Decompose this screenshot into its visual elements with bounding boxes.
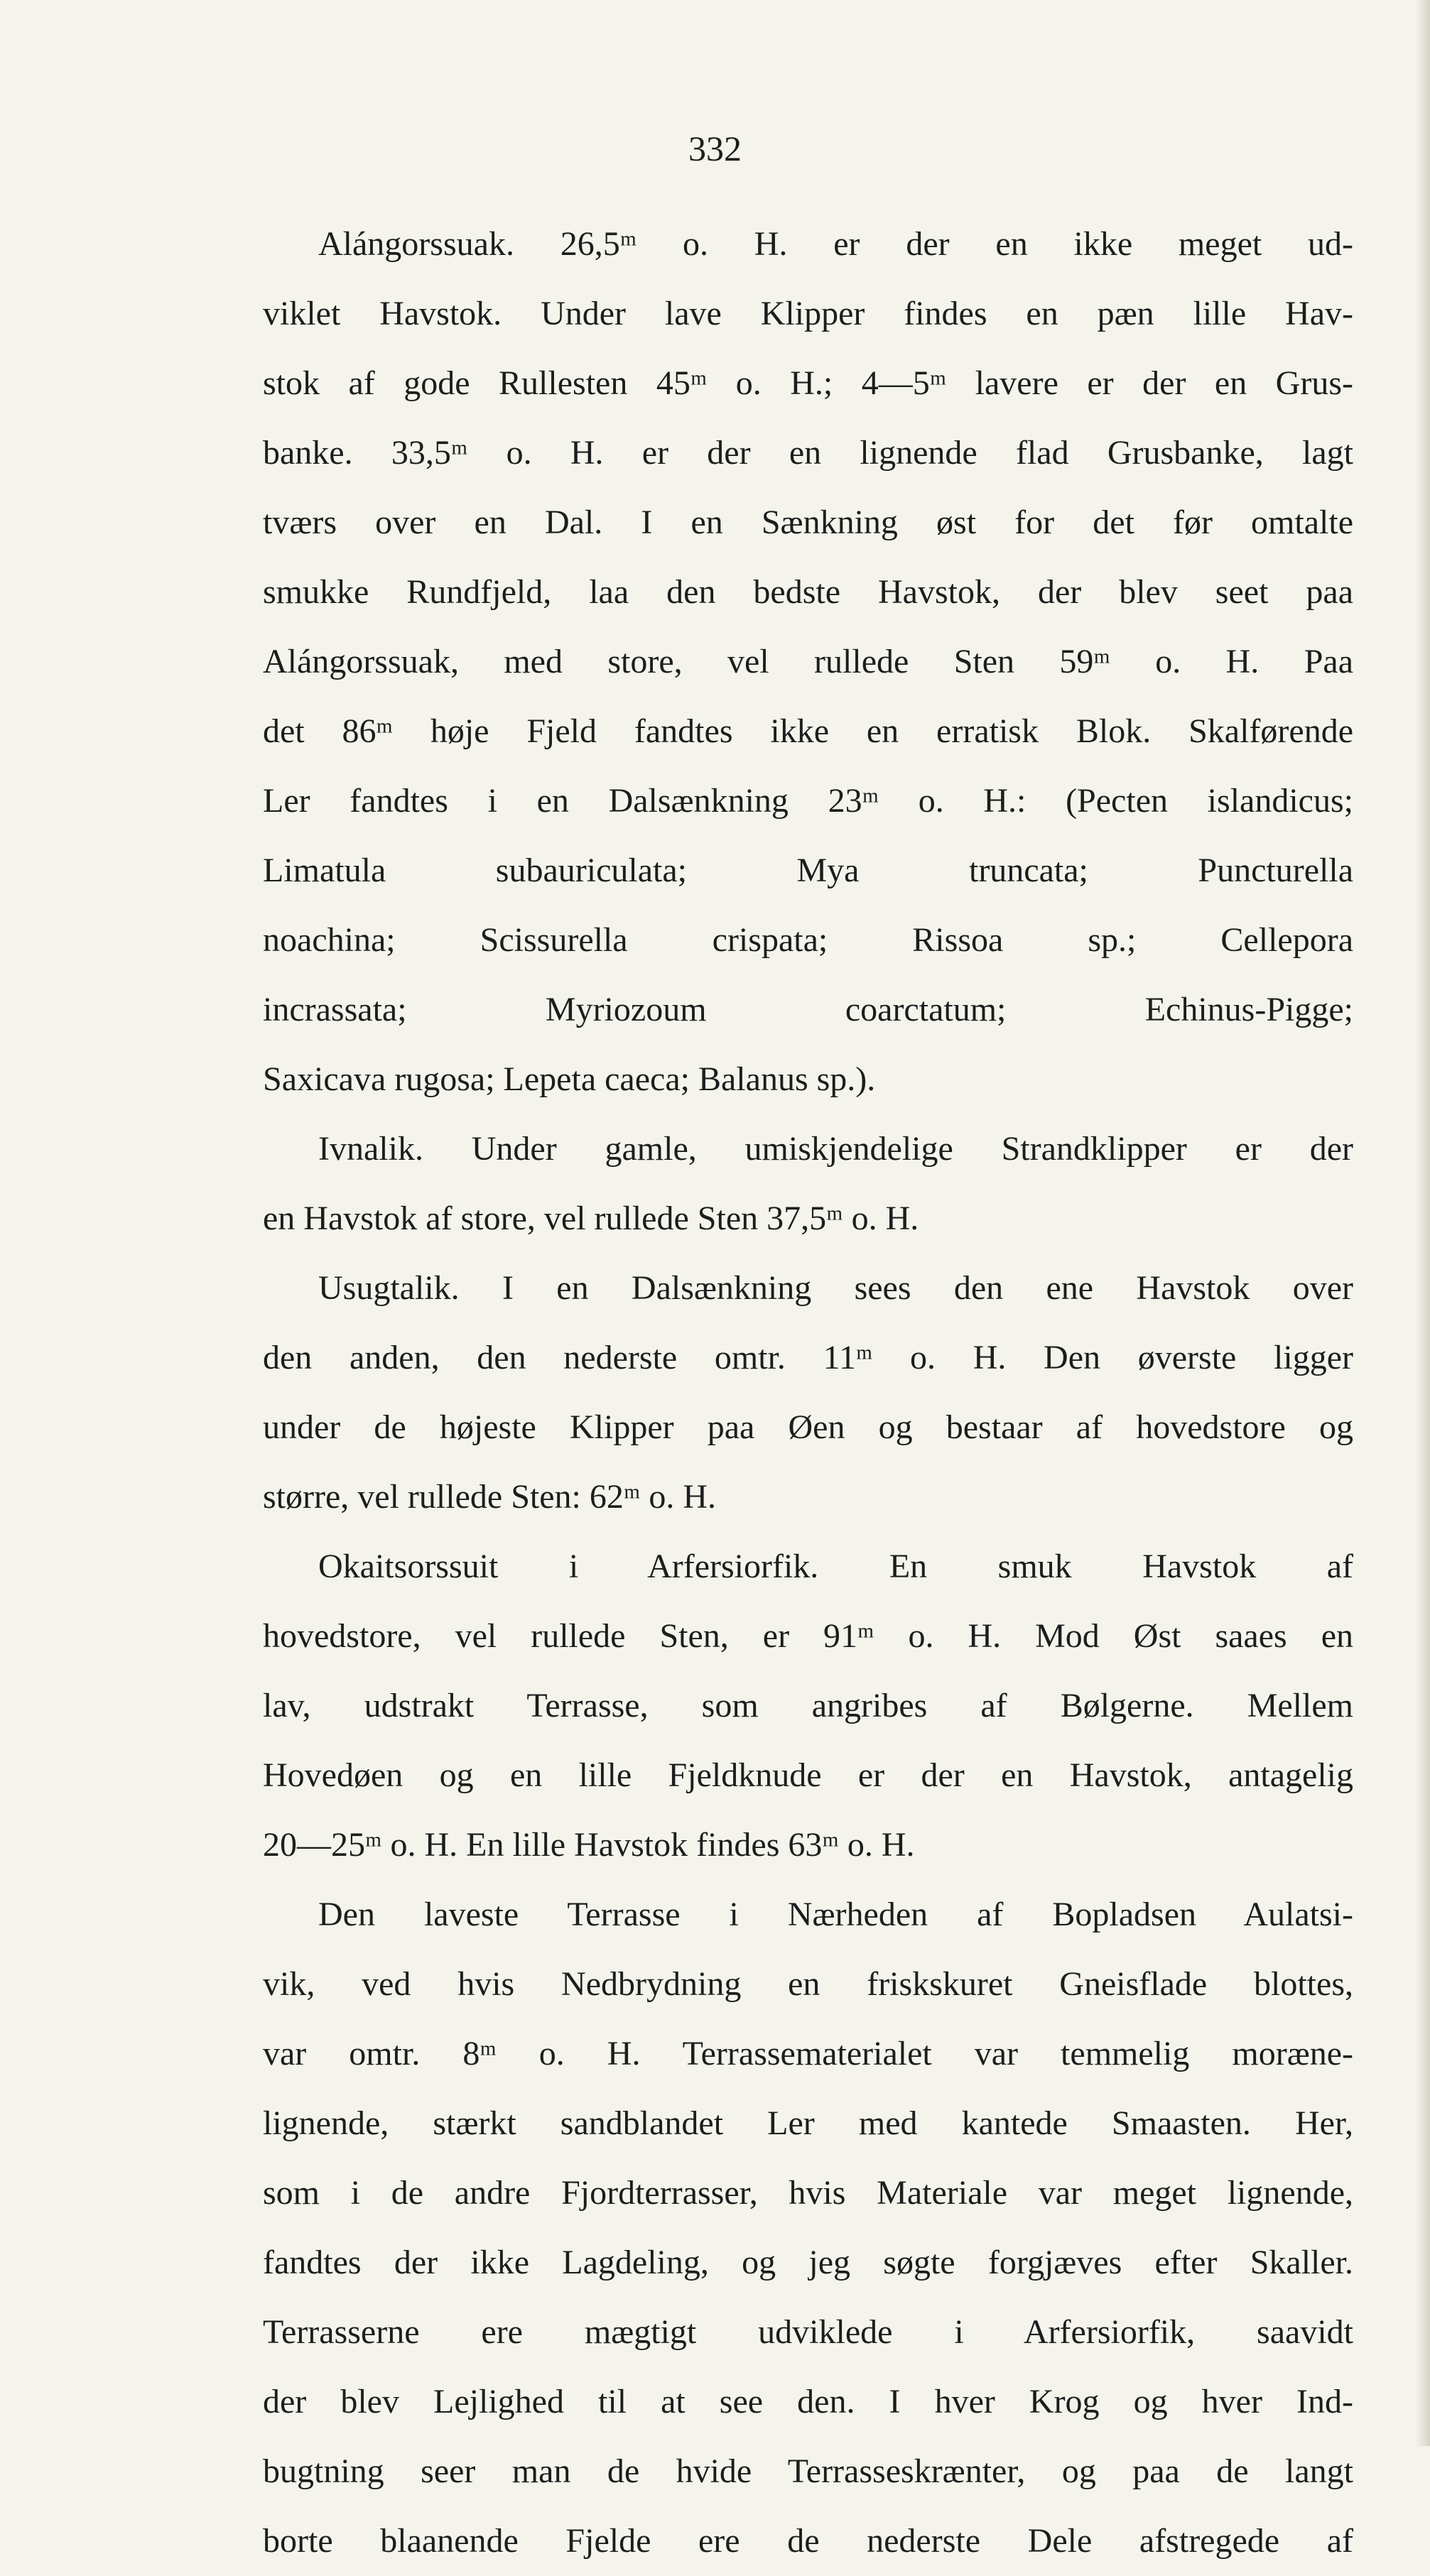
page-number: 332 [688, 129, 742, 168]
text-line: Den laveste Terrasse i Nærheden af Bopladsen Aulatsi- [318, 1896, 1353, 1933]
text-line: var omtr. 8ᵐ o. H. Terrassematerialet var temmelig moræne- [263, 2035, 1353, 2072]
text-line: som i de andre Fjordterrasser, hvis Materiale var meget lignende, [263, 2174, 1353, 2212]
text-line: Alángorssuak, med store, vel rullede Sten 59ᵐ o. H. Paa [263, 643, 1353, 680]
text-line: Alángorssuak. 26,5ᵐ o. H. er der en ikke meget ud- [318, 225, 1353, 263]
text-line: tværs over en Dal. I en Sænkning øst for det før omtalte [263, 504, 1353, 541]
text-line: bugtning seer man de hvide Terrasseskrænter, og paa de langt [263, 2452, 1353, 2490]
text-line: viklet Havstok. Under lave Klipper findes en pæn lille Hav- [263, 295, 1353, 332]
text-line: Okaitsorssuit i Arfersiorfik. En smuk Havstok af [318, 1548, 1353, 1585]
text-line: hovedstore, vel rullede Sten, er 91ᵐ o. H. Mod Øst saaes en [263, 1617, 1353, 1655]
text-line: Ivnalik. Under gamle, umiskjendelige Strandklipper er der [318, 1130, 1353, 1168]
text-line: større, vel rullede Sten: 62ᵐ o. H. [263, 1478, 716, 1516]
text-line: der blev Lejlighed til at see den. I hver Krog og hver Ind- [263, 2383, 1353, 2420]
text-line: Terrasserne ere mægtigt udviklede i Arfersiorfik, saavidt [263, 2313, 1353, 2351]
text-line: noachina; Scissurella crispata; Rissoa sp.; Cellepora [263, 921, 1353, 959]
text-line: smukke Rundfjeld, laa den bedste Havstok, der blev seet paa [263, 573, 1353, 611]
body-text [263, 210, 1353, 2576]
text-line: Ler fandtes i en Dalsænkning 23ᵐ o. H.: (Pecten islandicus; [263, 782, 1353, 820]
text-line: under de højeste Klipper paa Øen og bestaar af hovedstore og [263, 1408, 1353, 1446]
text-line: den anden, den nederste omtr. 11ᵐ o. H. Den øverste ligger [263, 1339, 1353, 1376]
text-line: lav, udstrakt Terrasse, som angribes af Bølgerne. Mellem [263, 1687, 1353, 1724]
text-line: vik, ved hvis Nedbrydning en friskskuret Gneisflade blottes, [263, 1965, 1353, 2003]
text-line: en Havstok af store, vel rullede Sten 37,5ᵐ o. H. [263, 1200, 919, 1237]
text-line: Limatula subauriculata; Mya truncata; Puncturella [263, 852, 1353, 889]
text-line: borte blaanende Fjelde ere de nederste Dele afstregede af [263, 2522, 1353, 2560]
page-edge-shadow [1416, 0, 1430, 2446]
text-line: Usugtalik. I en Dalsænkning sees den ene Havstok over [318, 1269, 1353, 1307]
text-line: 20—25ᵐ o. H. En lille Havstok findes 63ᵐ o. H. [263, 1826, 915, 1864]
text-line: banke. 33,5ᵐ o. H. er der en lignende flad Grusbanke, lagt [263, 434, 1353, 472]
text-line: incrassata; Myriozoum coarctatum; Echinus-Pigge; [263, 991, 1353, 1028]
text-line: stok af gode Rullesten 45ᵐ o. H.; 4—5ᵐ lavere er der en Grus- [263, 364, 1353, 402]
text-line: Hovedøen og en lille Fjeldknude er der en Havstok, antagelig [263, 1756, 1353, 1794]
text-line: fandtes der ikke Lagdeling, og jeg søgte forgjæves efter Skaller. [263, 2244, 1353, 2281]
text-line: det 86ᵐ høje Fjeld fandtes ikke en erratisk Blok. Skalførende [263, 712, 1353, 750]
text-line: Saxicava rugosa; Lepeta caeca; Balanus sp.). [263, 1060, 876, 1098]
text-line: lignende, stærkt sandblandet Ler med kantede Smaasten. Her, [263, 2104, 1353, 2142]
